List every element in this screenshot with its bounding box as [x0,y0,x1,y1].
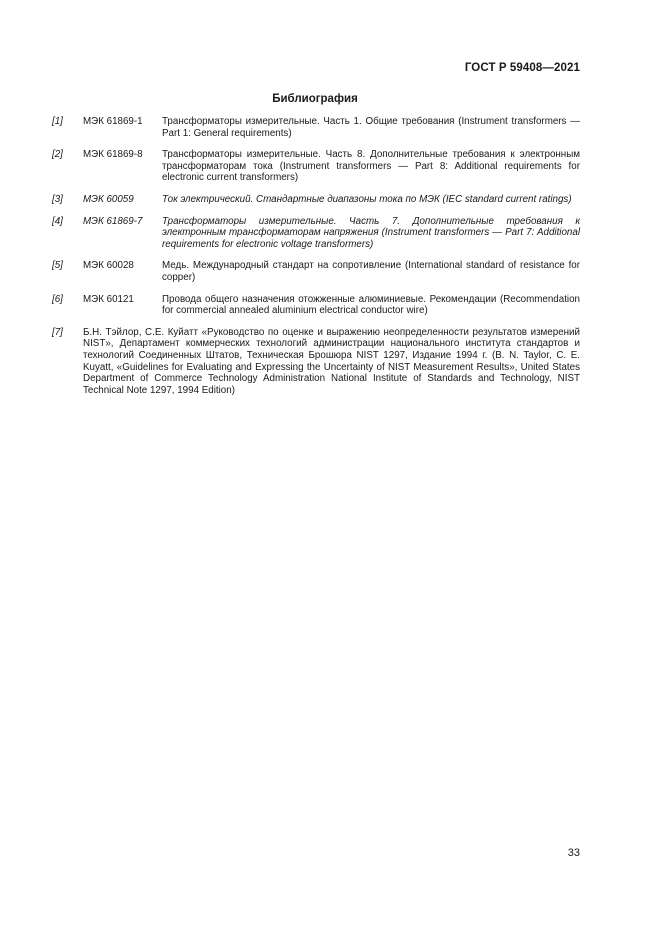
entry-title: Трансформаторы измерительные. Часть 1. Общие требования (Instrument transformers — Part 1: General requirements) [162,116,580,139]
entry-title: Б.Н. Тэйлор, С.Е. Куйатт «Руководство по оценке и выражению неопределенности результатов измерений NIST», Департамент коммерческих технологий администрации национального института стандартов и технологий Соединенных Штатов, Техническая Брошюра NIST 1297, Издание 1994 г. (B. N. Taylor, C. E. Kuyatt, «Guidelines for Evaluating and Expressing the Uncertainty of NIST Measurement Results», United States Department of Commerce Technology Administration National Institute of Standards and Technology, NIST Technical Note 1297, 1994 Edition) [83,326,580,396]
bibliography-entry [52,194,580,206]
entry-number: [4] [52,215,63,227]
entry-title: Трансформаторы измерительные. Часть 7. Дополнительные требования к электронным трансформаторам напряжения (Instrument transformers — Part 7: Additional requirements for electronic voltage transformers) [162,215,580,250]
section-title: Библиография [272,93,358,105]
entry-number: [3] [52,193,63,205]
entry-code: МЭК 61869-7 [83,215,143,227]
entry-code: МЭК 60121 [83,293,134,305]
entry-title: Ток электрический. Стандартные диапазоны тока по МЭК (IEC standard current ratings) [162,193,572,205]
entry-title: Медь. Международный стандарт на сопротивление (International standard of resistance for copper) [162,260,580,283]
bibliography-list [52,116,580,406]
entry-number: [1] [52,116,63,127]
entry-code: МЭК 60059 [83,193,134,205]
entry-number: [7] [52,326,63,338]
document-code: ГОСТ Р 59408—2021 [464,62,580,74]
entry-number: [6] [52,293,63,305]
bibliography-entry [52,149,580,184]
bibliography-entry [52,116,580,139]
entry-code: МЭК 61869-8 [83,149,143,161]
entry-code: МЭК 61869-1 [83,116,143,127]
bibliography-entry [52,260,580,283]
entry-code: МЭК 60028 [83,260,134,272]
entry-title: Провода общего назначения отожженные алюминиевые. Рекомендации (Recommendation for commercial annealed aluminium electrical conductor wire) [162,293,580,317]
bibliography-entry [52,294,580,317]
bibliography-entry [52,327,580,397]
entry-number: [5] [52,260,63,272]
entry-title: Трансформаторы измерительные. Часть 8. Дополнительные требования к электронным трансформаторам тока (Instrument transformers — Part 8: Additional requirements for electronic current transformers) [162,149,580,184]
page-number: 33 [567,847,580,859]
bibliography-entry [52,216,580,251]
entry-number: [2] [52,149,63,161]
